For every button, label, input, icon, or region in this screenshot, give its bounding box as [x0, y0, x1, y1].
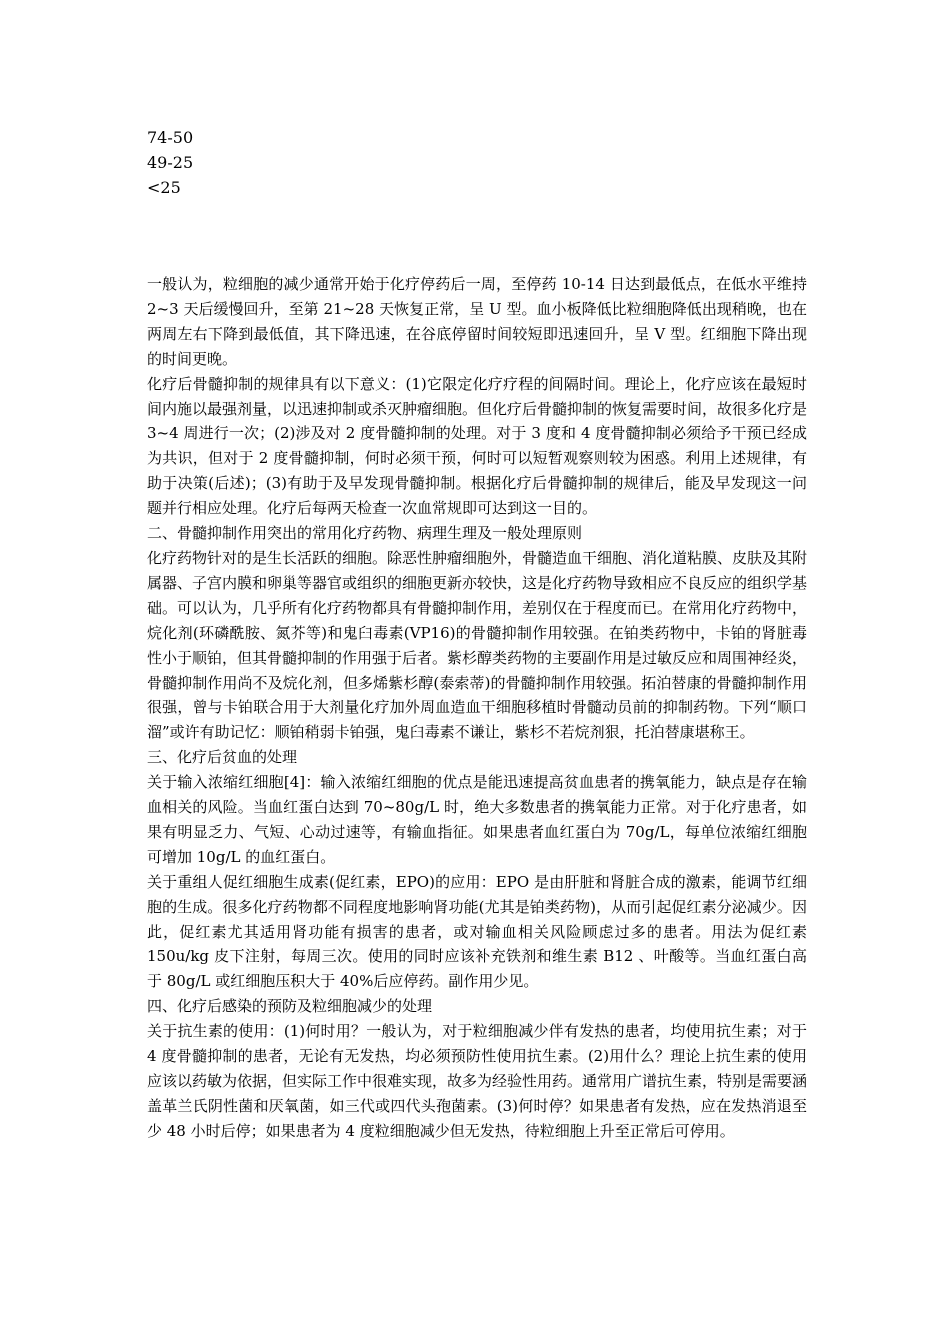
paragraph-granulocyte-timing: 一般认为，粒细胞的减少通常开始于化疗停药后一周，至停药 10-14 日达到最低点，在低水平维持 2~3 天后缓慢回升，至第 21~28 天恢复正常，呈 U 型。血小板降低比粒细胞降低出现稍晚，也在两周左右下降到最低值，其下降迅速，在谷底停留时间较短即迅速回升，呈 V 型。红细胞下降出现的时间更晚。	[147, 275, 807, 368]
section-heading-2: 二、骨髓抑制作用突出的常用化疗药物、病理生理及一般处理原则	[147, 524, 583, 543]
table-fragment	[147, 125, 193, 200]
paragraph-chemo-drugs: 化疗药物针对的是生长活跃的细胞。除恶性肿瘤细胞外，骨髓造血干细胞、消化道粘膜、皮肤及其附属器、子宫内膜和卵巢等器官或组织的细胞更新亦较快，这是化疗药物导致相应不良反应的组织学基础。可以认为，几乎所有化疗药物都具有骨髓抑制作用，差别仅在于程度而已。在常用化疗药物中，烷化剂(环磷酰胺、氮芥等)和鬼臼毒素(VP16)的骨髓抑制作用较强。在铂类药物中，卡铂的肾脏毒性小于顺铂，但其骨髓抑制的作用强于后者。紫杉醇类药物的主要副作用是过敏反应和周围神经炎，骨髓抑制作用尚不及烷化剂，但多烯紫杉醇(泰索蒂)的骨髓抑制作用较强。拓泊替康的骨髓抑制作用很强，曾与卡铂联合用于大剂量化疗加外周血造血干细胞移植时骨髓动员前的抑制药物。下列“顺口溜”或许有助记忆：顺铂稍弱卡铂强，鬼臼毒素不谦让，紫杉不若烷剂狠，托泊替康堪称王。	[147, 548, 808, 742]
document-body	[147, 272, 807, 1144]
section-heading-4: 四、化疗后感染的预防及粒细胞减少的处理	[147, 997, 433, 1016]
table-row-value: 49-25	[147, 153, 194, 172]
paragraph-antibiotics: 关于抗生素的使用：(1)何时用？一般认为，对于粒细胞减少伴有发热的患者，均使用抗生素；对于 4 度骨髓抑制的患者，无论有无发热，均必须预防性使用抗生素。(2)用什么？理论上抗生素的使用应该以药敏为依据，但实际工作中很难实现，故多为经验性用药。通常用广谱抗生素，特别是需要涵盖革兰氏阴性菌和厌氧菌，如三代或四代头孢菌素。(3)何时停？如果患者有发热，应在发热消退至少 48 小时后停；如果患者为 4 度粒细胞减少但无发热，待粒细胞上升至正常后可停用。	[147, 1022, 808, 1140]
paragraph-epo: 关于重组人促红细胞生成素(促红素，EPO)的应用：EPO 是由肝脏和肾脏合成的激素，能调节红细胞的生成。很多化疗药物都不同程度地影响肾功能(尤其是铂类药物)，从而引起促红素分泌减少。因此，促红素尤其适用肾功能有损害的患者，或对输血相关风险顾虑过多的患者。用法为促红素 150u/kg 皮下注射，每周三次。使用的同时应该补充铁剂和维生素 B12 、叶酸等。当血红蛋白高于 80g/L 或红细胞压积大于 40%后应停药。副作用少见。	[147, 872, 807, 991]
paragraph-red-cell-transfusion: 关于输入浓缩红细胞[4]：输入浓缩红细胞的优点是能迅速提高贫血患者的携氧能力，缺点是存在输血相关的风险。当血红蛋白达到 70~80g/L 时，绝大多数患者的携氧能力正常。对于化疗患者，如果有明显乏力、气短、心动过速等，有输血指征。如果患者血红蛋白为 70g/L，每单位浓缩红细胞可增加 10g/L 的血红蛋白。	[147, 773, 807, 866]
table-row-value: <25	[147, 178, 181, 197]
table-row-value: 74-50	[147, 128, 194, 147]
paragraph-suppression-significance: 化疗后骨髓抑制的规律具有以下意义：(1)它限定化疗疗程的间隔时间。理论上，化疗应该在最短时间内施以最强剂量，以迅速抑制或杀灭肿瘤细胞。但化疗后骨髓抑制的恢复需要时间，故很多化疗是 3~4 周进行一次；(2)涉及对 2 度骨髓抑制的处理。对于 3 度和 4 度骨髓抑制必须给予干预已经成为共识，但对于 2 度骨髓抑制，何时必须干预，何时可以短暂观察则较为困惑。利用上述规律，有助于决策(后述)；(3)有助于及早发现骨髓抑制。根据化疗后骨髓抑制的规律后，能及早发现这一问题并行相应处理。化疗后每两天检查一次血常规即可达到这一目的。	[147, 374, 808, 518]
section-heading-3: 三、化疗后贫血的处理	[147, 748, 298, 767]
